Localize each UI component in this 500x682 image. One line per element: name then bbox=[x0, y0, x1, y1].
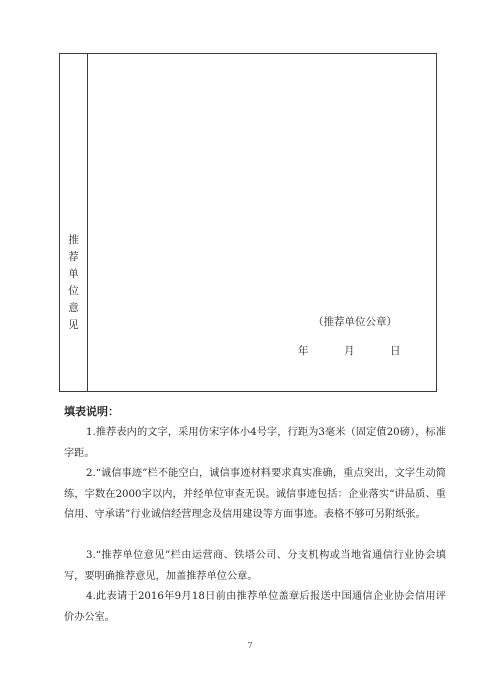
label-char: 推 bbox=[68, 234, 79, 246]
instruction-item-3: 3.“推荐单位意见”栏由运营商、铁塔公司、分支机构或当地省通信行业协会填写，要明确推荐意见，加盖推荐单位公章。 bbox=[64, 550, 446, 582]
instruction-item-4: 4.此表请于2016年9月18日前由推荐单位盖章后报送中国通信企业协会信用评价办公室。 bbox=[64, 591, 446, 623]
recommendation-opinion-box bbox=[59, 53, 437, 392]
label-char: 荐 bbox=[68, 251, 79, 263]
date-day-label: 日 bbox=[390, 345, 401, 357]
label-char: 位 bbox=[68, 285, 79, 297]
official-seal-label: （推荐单位公章） bbox=[313, 316, 397, 328]
label-char: 见 bbox=[68, 319, 79, 331]
label-char: 意 bbox=[68, 302, 79, 314]
date-month-label: 月 bbox=[344, 345, 355, 357]
instructions-title: 填表说明： bbox=[64, 405, 119, 418]
page-number: 7 bbox=[247, 641, 253, 650]
instruction-item-2: 2.“诚信事迹”栏不能空白，诚信事迹材料要求真实准确，重点突出，文字生动简练，字数在2000字以内，并经单位审查无误。诚信事迹包括：企业落实“讲品质、重信用、守承诺”行业诚信经营理念及信用建设等方面事迹。表格不够可另附纸张。 bbox=[64, 468, 446, 520]
label-char: 单 bbox=[68, 268, 79, 280]
column-divider bbox=[87, 54, 88, 391]
instruction-item-1: 1.推荐表内的文字，采用仿宋字体小4号字，行距为3毫米（固定值20磅），标准字距。 bbox=[64, 427, 446, 459]
recommendation-opinion-label bbox=[60, 232, 87, 334]
date-year-label: 年 bbox=[298, 345, 309, 357]
